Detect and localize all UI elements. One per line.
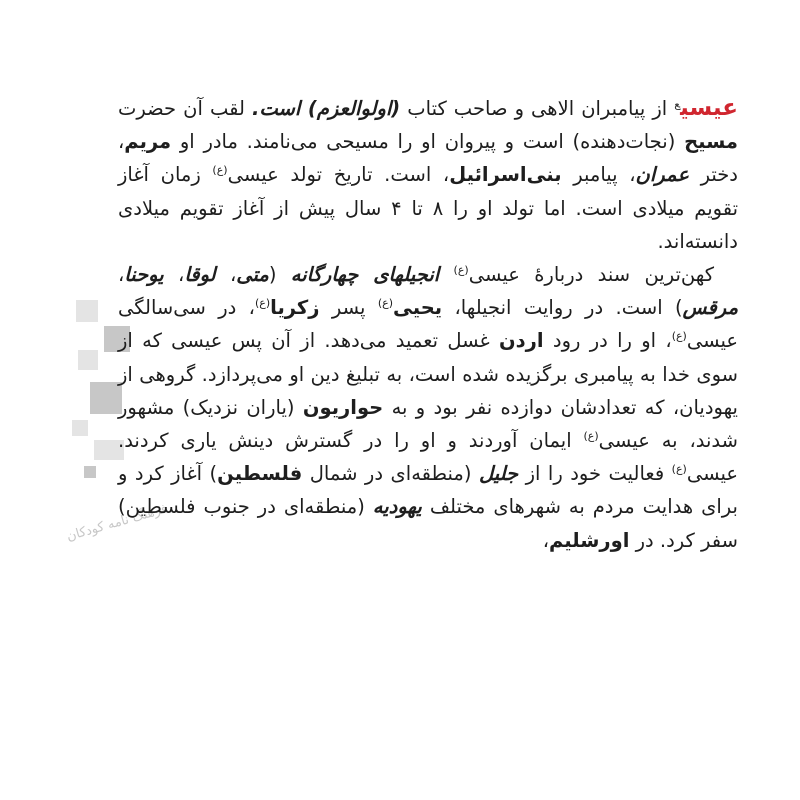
text-run: (منطقه‌ای در جنوب فلسطین) سفر کرد. در: [118, 495, 738, 552]
text-run: غسل تعمید می‌دهد. از آن پس عیسی که از سوی خدا به پیامبری برگزیده شده است، به تبلیغ دین او می‌پردازد. گروهی از یهودیان، که تعدادشان دوازده نفر بود و به: [118, 329, 738, 419]
term-zakariya: زکریا: [270, 296, 320, 320]
honorific-mark: (ع): [254, 296, 271, 310]
term-judea: یهودیه: [372, 495, 422, 519]
term-mark: مرقس: [682, 296, 739, 320]
text-run: پسر: [331, 296, 366, 320]
text-run: کهن‌ترین سند دربارهٔ عیسی: [468, 263, 715, 287]
term-galilee: جلیل: [478, 462, 519, 486]
honorific-mark: (ع): [671, 329, 687, 343]
text-run: ،: [178, 263, 185, 287]
term-masih: مسیح: [684, 130, 738, 154]
text-run: ، او را در رود: [552, 329, 672, 353]
logo-square: [78, 350, 98, 370]
text-run: لقب آن حضرت: [118, 97, 245, 120]
text-run: (اولوالعزم) است.: [251, 97, 401, 120]
text-run: (یاران نزدیک) مشهور شدند، به عیسی: [118, 395, 738, 453]
paragraph-1: [118, 92, 738, 258]
term-bani-israil: بنی‌اسرائیل: [449, 163, 562, 187]
text-run: ،: [229, 263, 237, 287]
entry-headword: عیسی: [680, 95, 738, 121]
honorific-mark: (ع): [671, 462, 687, 476]
text-run: (منطقه‌ای در شمال: [309, 462, 472, 486]
text-run: ، پیامبر: [573, 163, 636, 187]
paragraph-2: [118, 258, 738, 557]
honorific-mark: (ع): [583, 429, 599, 443]
article-text: [118, 92, 738, 557]
text-run: ) است. در روایت انجیلها،: [454, 296, 683, 320]
term-imran: عمران: [635, 163, 689, 187]
text-run: ، است. تاریخ تولد عیسی: [227, 163, 450, 187]
honorific-mark: (ع): [212, 163, 228, 177]
text-run: فعالیت خود را از: [525, 462, 665, 486]
term-maryam: مریم: [124, 130, 172, 154]
honorific-mark: (ع): [377, 296, 394, 310]
logo-text: فرهنگ نامه کودکان: [65, 501, 170, 545]
term-yahya: یحیی: [393, 296, 443, 320]
text-run: (: [268, 263, 277, 287]
term-john: یوحنا: [124, 263, 164, 287]
text-run: ایمان آوردند و او را در گسترش دینش یاری کردند. عیسی: [118, 429, 738, 486]
text-run: از پیامبران الاهی و صاحب کتاب: [407, 97, 668, 120]
honorific-mark: ع: [674, 97, 681, 111]
term-havariyun: حواریون: [302, 395, 384, 419]
text-run: زمان آغاز تقویم میلادی است. اما تولد او را ۸ تا ۴ سال پیش از آغاز تقویم میلادی دانسته‌اند.: [118, 163, 739, 253]
logo-square: [84, 466, 96, 478]
term-gospels: انجیلهای چهارگانه: [290, 263, 440, 287]
logo-square: [76, 300, 98, 322]
term-matthew: متی: [236, 263, 269, 287]
text-run: ، دختر: [118, 130, 738, 187]
honorific-mark: (ع): [453, 263, 469, 277]
text-run: ) آغاز کرد و برای هدایت مردم به شهرهای مختلف: [118, 462, 738, 519]
text-run: ،: [542, 528, 549, 552]
term-jerusalem: اورشلیم: [548, 528, 630, 552]
term-luke: لوقا: [184, 263, 216, 287]
term-palestine: فلسطین: [217, 462, 303, 486]
logo-square: [72, 420, 88, 436]
term-jordan: اردن: [499, 329, 544, 353]
text-run: ، در سی‌سالگی عیسی: [118, 296, 739, 353]
text-run: (نجات‌دهنده) است و پیروان او را مسیحی می‌نامند. مادر او: [179, 130, 676, 154]
text-run: ،: [118, 263, 125, 287]
